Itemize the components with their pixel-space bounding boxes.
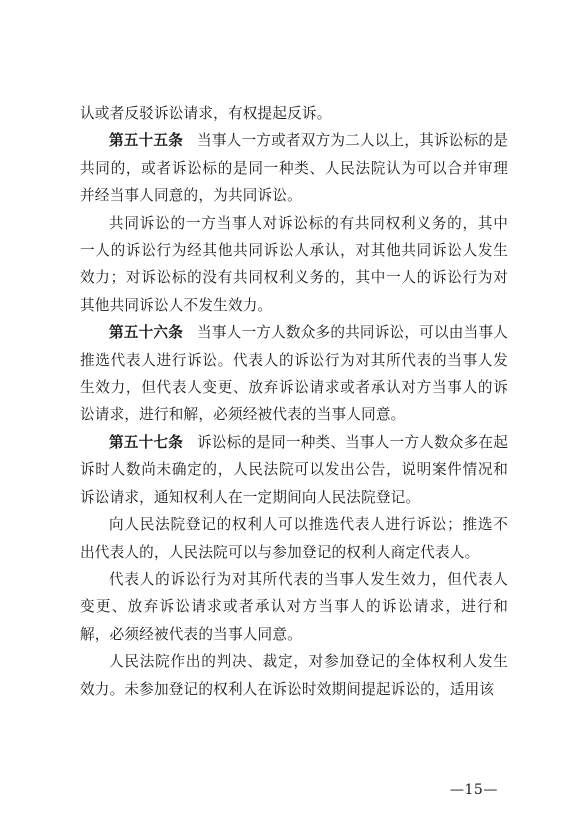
- article-number: 第五十七条: [109, 433, 184, 451]
- body-paragraph: [80, 511, 508, 566]
- body-paragraph: [80, 648, 508, 703]
- paragraph-text: 向人民法院登记的权利人可以推选代表人进行诉讼；推选不出代表人的，人民法院可以与参加登记的权利人商定代表人。: [80, 516, 508, 561]
- paragraph-text: 当事人一方或者双方为二人以上，其诉讼标的是共同的，或者诉讼标的是同一种类、人民法院认为可以合并审理并经当事人同意的，为共同诉讼。: [80, 132, 508, 205]
- paragraph-text: 诉讼标的是同一种类、当事人一方人数众多在起诉时人数尚未确定的，人民法院可以发出公告，说明案件情况和诉讼请求，通知权利人在一定期间向人民法院登记。: [80, 433, 508, 506]
- document-body: [80, 100, 508, 703]
- paragraph-text: 人民法院作出的判决、裁定，对参加登记的全体权利人发生效力。未参加登记的权利人在诉讼时效期间提起诉讼的，适用该: [80, 653, 508, 698]
- paragraph-text: 共同诉讼的一方当事人对诉讼标的有共同权利义务的，其中一人的诉讼行为经其他共同诉讼人承认，对其他共同诉讼人发生效力；对诉讼标的没有共同权利义务的，其中一人的诉讼行为对其他共同诉讼人不发生效力。: [80, 214, 508, 314]
- article-number: 第五十五条: [109, 132, 184, 150]
- body-paragraph: [80, 566, 508, 648]
- body-paragraph: [80, 210, 508, 320]
- paragraph-text: 认或者反驳诉讼请求，有权提起反诉。: [80, 105, 332, 122]
- article-paragraph: [80, 429, 508, 511]
- article-number: 第五十六条: [109, 324, 184, 342]
- paragraph-text: 代表人的诉讼行为对其所代表的当事人发生效力，但代表人变更、放弃诉讼请求或者承认对方当事人的诉讼请求，进行和解，必须经被代表的当事人同意。: [80, 570, 508, 643]
- article-paragraph: [80, 127, 508, 209]
- paragraph-text: 当事人一方人数众多的共同诉讼，可以由当事人推选代表人进行诉讼。代表人的诉讼行为对其所代表的当事人发生效力，但代表人变更、放弃诉讼请求或者承认对方当事人的诉讼请求，进行和解，必须经被代表的当事人同意。: [80, 324, 508, 424]
- page-number: —15—: [450, 782, 498, 798]
- article-paragraph: [80, 319, 508, 429]
- body-paragraph: [80, 100, 508, 127]
